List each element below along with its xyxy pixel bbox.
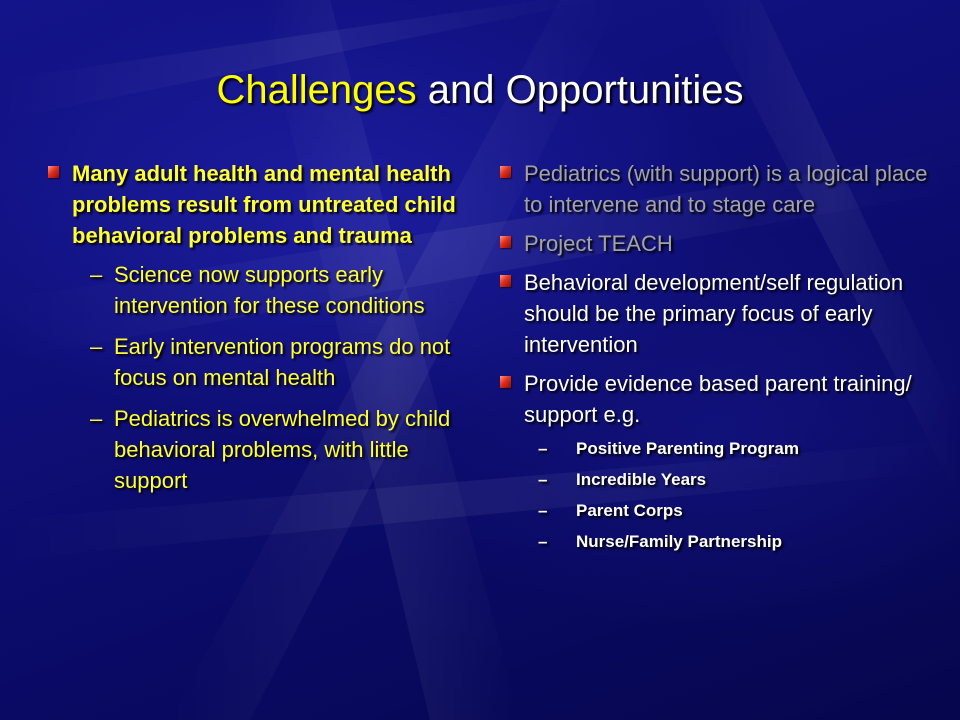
right-subitem [538, 469, 930, 491]
left-subitem [90, 331, 468, 393]
title-rest: and Opportunities [416, 68, 744, 112]
left-subitem-text: Pediatrics is overwhelmed by child behavioral problems, with little support [114, 406, 451, 493]
bullet-icon [500, 275, 511, 287]
left-subitem [90, 259, 468, 321]
right-subitem [538, 531, 930, 553]
right-subitem-text: Incredible Years [576, 470, 707, 489]
dash-icon: – [538, 501, 548, 520]
right-bullet [500, 158, 930, 220]
dash-icon: – [538, 470, 548, 489]
left-subitem-text: Early intervention programs do not focus on mental health [114, 334, 451, 390]
bullet-icon [500, 376, 511, 388]
right-column [500, 158, 930, 562]
right-subitem-text: Nurse/Family Partnership [576, 532, 782, 551]
right-bullet-text: Behavioral development/self regulation should be the primary focus of early intervention [524, 270, 904, 357]
right-subitem [538, 500, 930, 522]
left-column [48, 158, 468, 506]
dash-icon: – [90, 406, 103, 431]
right-bullet [500, 267, 930, 360]
right-bullet-text: Project TEACH [524, 231, 673, 256]
title-accent: Challenges [216, 68, 417, 112]
slide-title [0, 64, 960, 116]
dash-icon: – [90, 262, 103, 287]
bullet-icon [500, 166, 511, 178]
right-bullet [500, 368, 930, 430]
left-subitem-text: Science now supports early intervention for these conditions [114, 262, 425, 318]
dash-icon: – [538, 532, 548, 551]
right-subitems [538, 438, 930, 553]
right-bullet-text: Provide evidence based parent training/ support e.g. [524, 371, 912, 427]
dash-icon: – [538, 439, 548, 458]
left-subitems [90, 259, 468, 496]
left-subitem [90, 403, 468, 496]
right-bullet [500, 228, 930, 259]
right-subitem-text: Positive Parenting Program [576, 439, 799, 458]
bullet-icon [48, 166, 59, 178]
right-subitem-text: Parent Corps [576, 501, 683, 520]
left-bullet-text: Many adult health and mental health problems result from untreated child behavioral problems and trauma [72, 161, 456, 248]
bullet-icon [500, 236, 511, 248]
right-bullet-text: Pediatrics (with support) is a logical place to intervene and to stage care [524, 161, 928, 217]
left-bullet [48, 158, 468, 251]
dash-icon: – [90, 334, 103, 359]
right-subitem [538, 438, 930, 460]
